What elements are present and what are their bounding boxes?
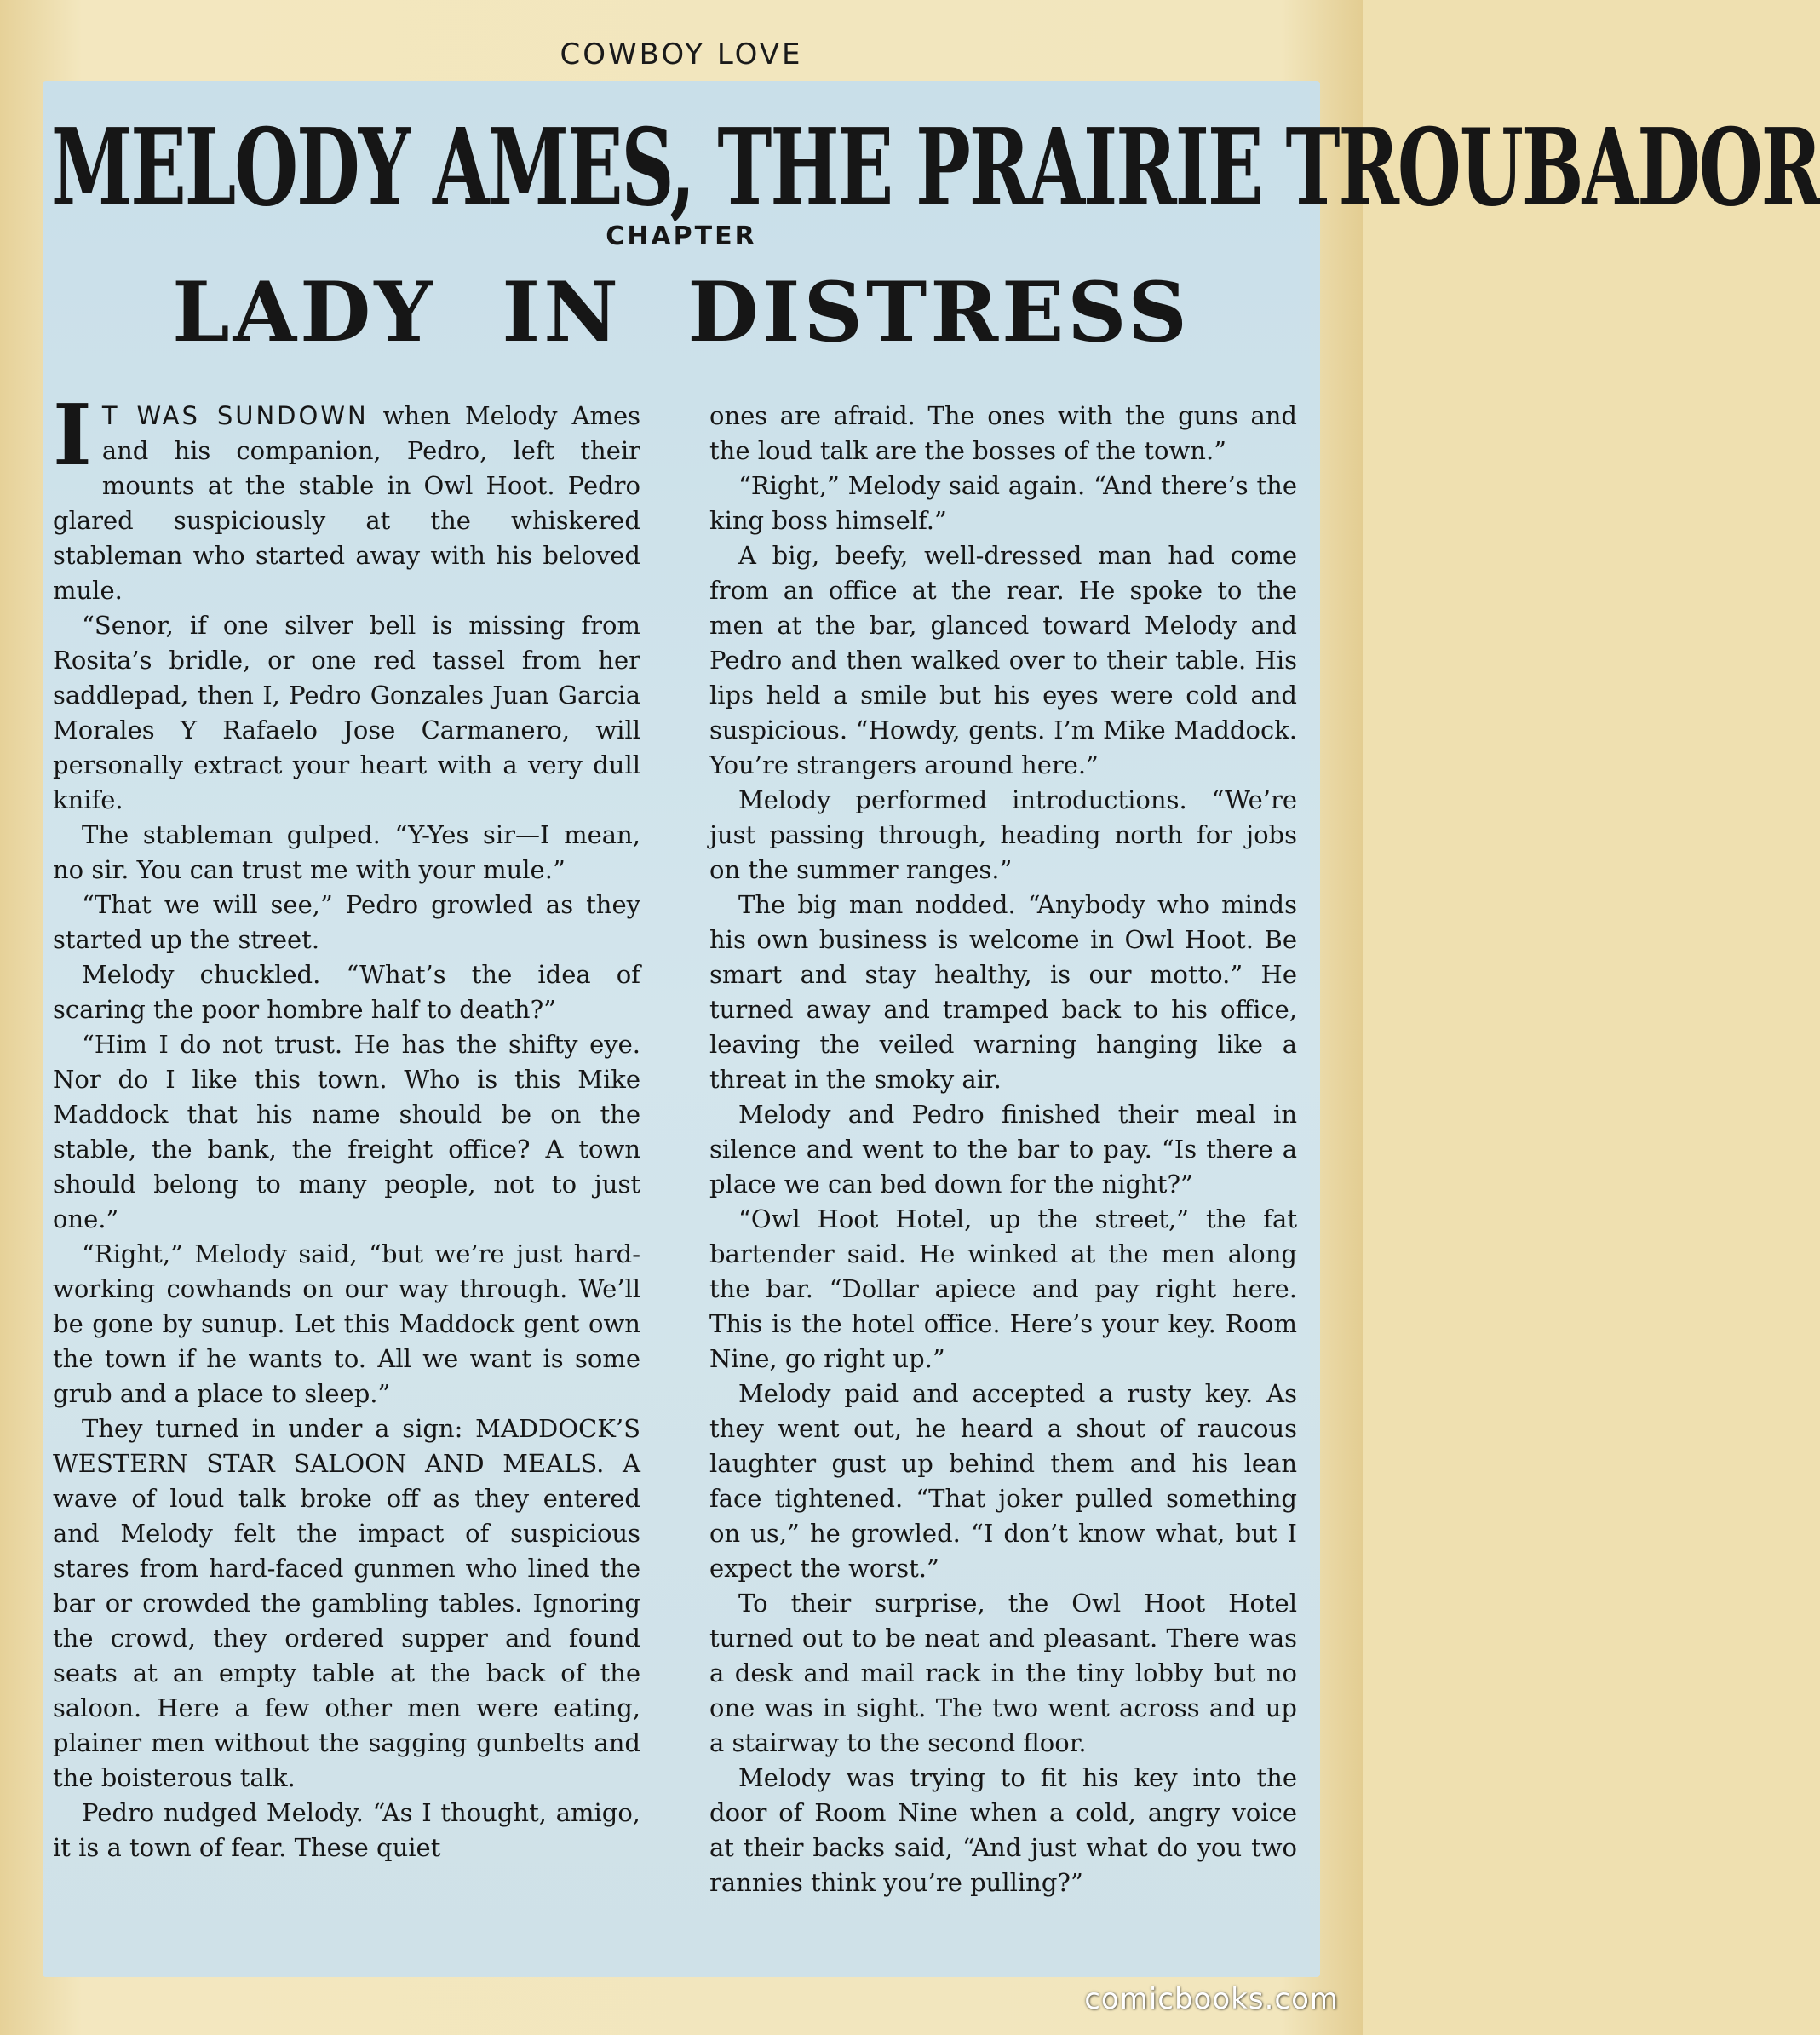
paragraph: ones are afraid. The ones with the guns and the loud talk are the bosses of the town.”: [709, 401, 1297, 465]
paragraph: The big man nodded. “Anybody who minds his own business is welcome in Owl Hoot. Be smart and stay healthy, is our motto.” He turned away and tramped back to his office, leaving the veiled warning hanging like a threat in the smoky air.: [709, 890, 1297, 1094]
running-head: COWBOY LOVE: [560, 37, 803, 72]
story-title: MELODY AMES, THE PRAIRIE TROUBADOR: [51, 105, 1820, 231]
drop-cap: I: [53, 387, 92, 485]
paragraph-text: when Melody Ames and his companion, Pedro, left their mounts at the stable in Owl Hoot. Pedro glared suspiciously at the whiskered stableman who started away with his beloved mule.: [53, 401, 640, 605]
chapter-label: CHAPTER: [606, 221, 757, 251]
paragraph: “Right,” Melody said, “but we’re just hard-working cowhands on our way through. We’ll be gone by sunup. Let this Maddock gent own the town if he wants to. All we want is some grub and a place to sleep.”: [53, 1239, 640, 1408]
paragraph: They turned in under a sign: MADDOCK’S WESTERN STAR SALOON AND MEALS. A wave of loud talk broke off as they entered and Melody felt the impact of suspicious stares from hard-faced gunmen who lined the bar or crowded the gambling tables. Ignoring the crowd, they ordered supper and found seats at an empty table at the back of the saloon. Here a few other men were eating, plainer men without the sagging gunbelts and the boisterous talk.: [53, 1414, 640, 1792]
paragraph: “Right,” Melody said again. “And there’s the king boss himself.”: [709, 471, 1297, 535]
paragraph: A big, beefy, well-dressed man had come from an office at the rear. He spoke to the men at the bar, glanced toward Melody and Pedro and then walked over to their table. His lips held a smile but his eyes were cold and suspicious. “Howdy, gents. I’m Mike Maddock. You’re strangers around here.”: [709, 541, 1297, 779]
paragraph: [53, 387, 640, 608]
paragraph: “Owl Hoot Hotel, up the street,” the fat bartender said. He winked at the men along the bar. “Dollar apiece and pay right here. This is the hotel office. Here’s your key. Room Nine, go right up.”: [709, 1204, 1297, 1373]
paragraph: Pedro nudged Melody. “As I thought, amigo, it is a town of fear. These quiet: [53, 1798, 640, 1862]
text-column-right: [709, 399, 1297, 1900]
paragraph: Melody was trying to fit his key into the door of Room Nine when a cold, angry voice at their backs said, “And just what do you two rannies think you’re pulling?”: [709, 1763, 1297, 1897]
paragraph: “Him I do not trust. He has the shifty eye. Nor do I like this town. Who is this Mike Maddock that his name should be on the stable, the bank, the freight office? A town should belong to many people, not to just one.”: [53, 1030, 640, 1233]
paragraph: Melody and Pedro finished their meal in silence and went to the bar to pay. “Is there a place we can bed down for the night?”: [709, 1100, 1297, 1199]
text-column-left: [53, 387, 640, 1865]
paragraph: Melody performed introductions. “We’re just passing through, heading north for jobs on the summer ranges.”: [709, 785, 1297, 884]
paragraph: “Senor, if one silver bell is missing from Rosita’s bridle, or one red tassel from her saddlepad, then I, Pedro Gonzales Juan Garcia Morales Y Rafaelo Jose Carmanero, will personally extract your heart with a very dull knife.: [53, 611, 640, 814]
watermark: comicbooks.com: [1084, 1982, 1339, 2016]
lead-in: T WAS SUNDOWN: [101, 401, 369, 430]
paragraph: Melody chuckled. “What’s the idea of scaring the poor hombre half to death?”: [53, 960, 640, 1024]
paragraph: To their surprise, the Owl Hoot Hotel turned out to be neat and pleasant. There was a desk and mail rack in the tiny lobby but no one was in sight. The two went across and up a stairway to the second floor.: [709, 1589, 1297, 1757]
paragraph: The stableman gulped. “Y-Yes sir—I mean, no sir. You can trust me with your mule.”: [53, 820, 640, 884]
paragraph: “That we will see,” Pedro growled as they started up the street.: [53, 890, 640, 954]
paragraph: Melody paid and accepted a rusty key. As they went out, he heard a shout of raucous laughter gust up behind them and his lean face tightened. “That joker pulled something on us,” he growled. “I don’t know what, but I expect the worst.”: [709, 1379, 1297, 1583]
chapter-title: LADY IN DISTRESS: [172, 264, 1191, 360]
